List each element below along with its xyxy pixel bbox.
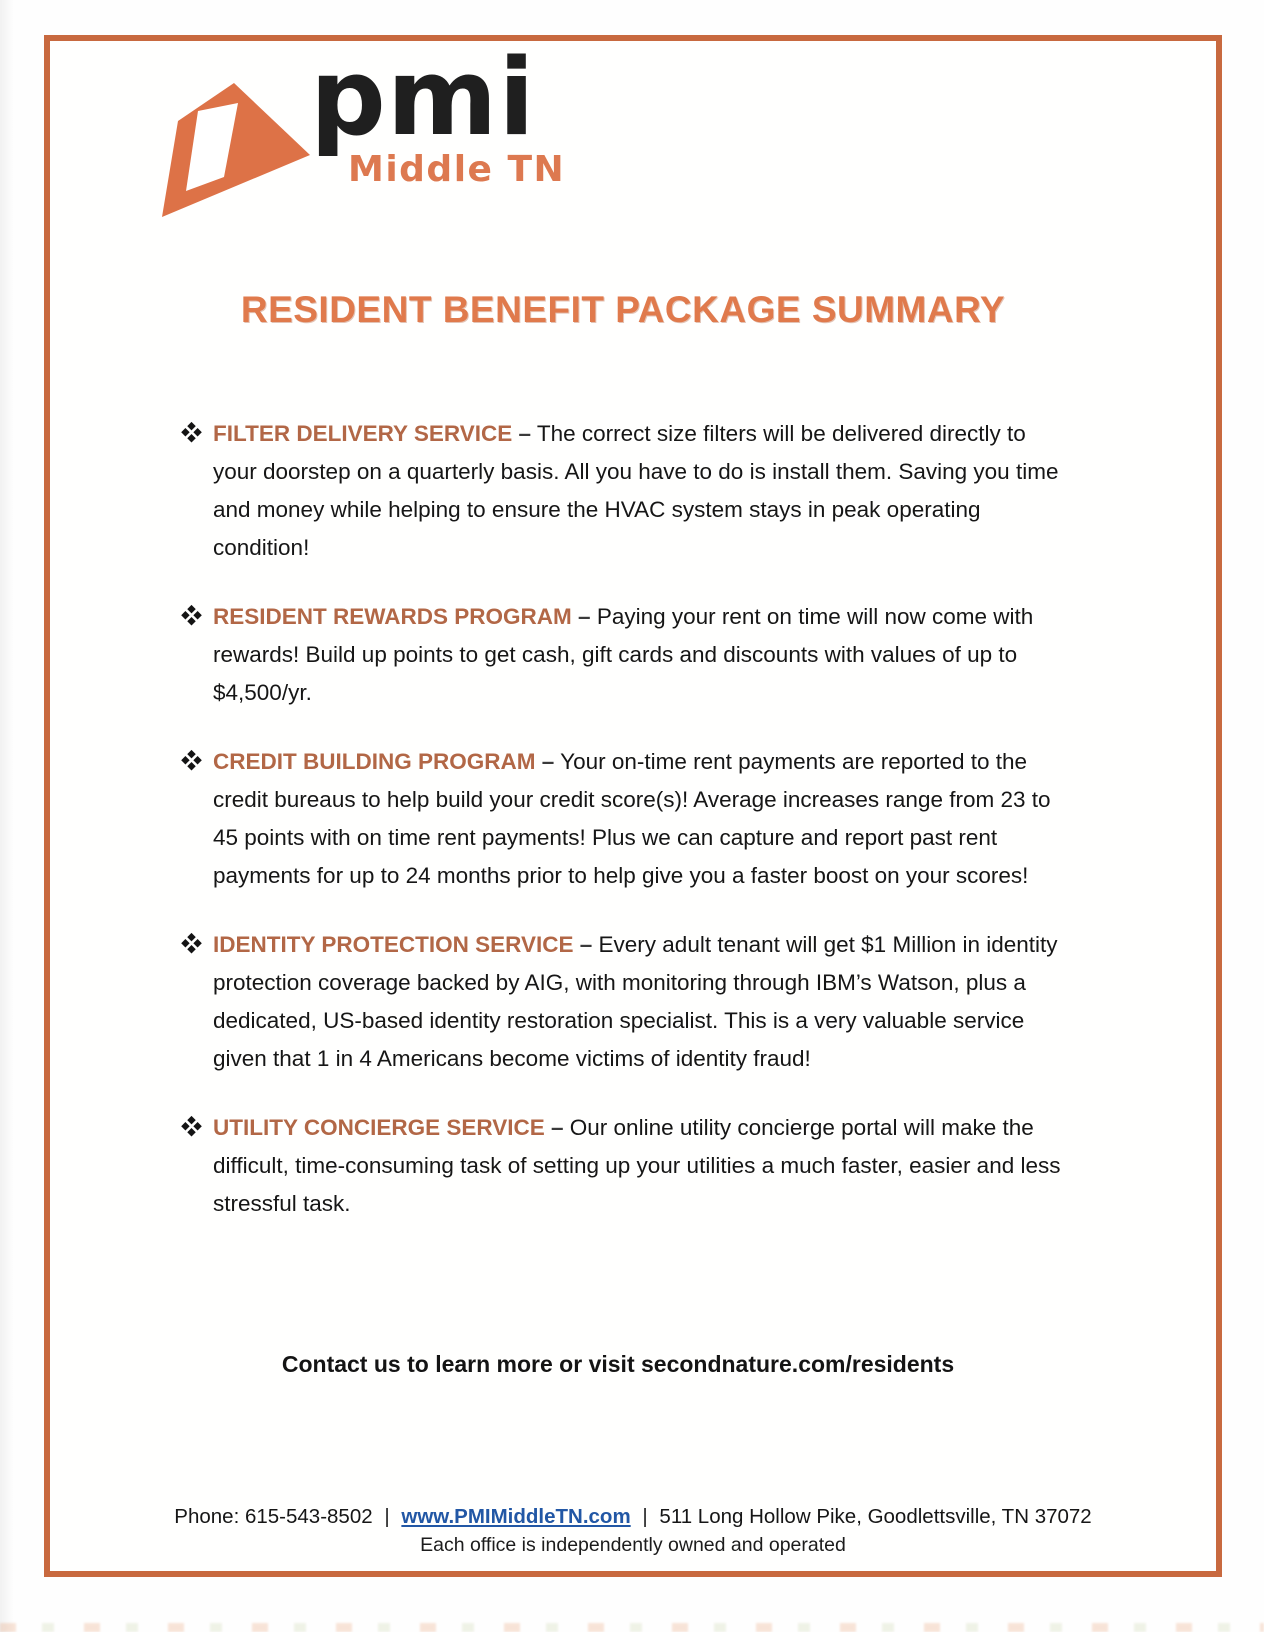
bullet-diamond-icon <box>181 1116 202 1137</box>
benefit-separator: – <box>518 421 532 446</box>
benefits-list <box>183 415 1071 1223</box>
benefit-item-filter-delivery <box>183 415 1071 567</box>
benefit-item-identity-protection <box>183 926 1071 1078</box>
benefit-heading: UTILITY CONCIERGE SERVICE <box>213 1115 545 1140</box>
footer-pipe-divider: | <box>642 1505 648 1528</box>
benefit-heading: CREDIT BUILDING PROGRAM <box>213 749 536 774</box>
pmi-logo-mark-icon <box>154 79 314 219</box>
benefit-heading: IDENTITY PROTECTION SERVICE <box>213 932 574 957</box>
page-title: RESIDENT BENEFIT PACKAGE SUMMARY <box>240 289 1006 330</box>
benefit-heading: FILTER DELIVERY SERVICE <box>213 421 513 446</box>
benefit-item-resident-rewards <box>183 598 1071 712</box>
logo-brand-text: pmi <box>310 36 536 159</box>
contact-line: Contact us to learn more or visit secondnature.com/residents <box>281 1351 955 1377</box>
benefit-body: Every adult tenant will get $1 Million in identity protection coverage backed by AIG, with monitoring through IBM’s Watson, plus a dedicated, US-based identity restoration specialist. This is a very valuable service given that 1 in 4 Americans become victims of identity fraud! <box>213 932 1058 1071</box>
logo-text-block <box>310 36 566 190</box>
bullet-diamond-icon <box>181 750 202 771</box>
benefit-separator: – <box>551 1115 564 1140</box>
benefit-separator: – <box>578 604 591 629</box>
bullet-diamond-icon <box>181 933 202 954</box>
footer-website-link[interactable]: www.PMIMiddleTN.com <box>401 1505 631 1528</box>
page-footer <box>50 1505 1216 1557</box>
footer-contact-line <box>50 1505 1216 1529</box>
benefit-body: The correct size filters will be delivered directly to your doorstep on a quarterly basis. All you have to do is install them. Saving you time and money while helping to ensure the HVAC system stays in peak operating condition! <box>213 421 1059 560</box>
benefit-body: Your on-time rent payments are reported to the credit bureaus to help build your credit score(s)! Average increases range from 23 to 45 points with on time rent payments! Plus we can capture and report past rent payments for up to 24 months prior to help give you a faster boost on your scores! <box>213 749 1051 888</box>
benefit-item-credit-building <box>183 743 1071 895</box>
logo-region-text: Middle TN <box>348 148 566 190</box>
pmi-logo <box>154 36 1216 225</box>
footer-pipe-divider: | <box>384 1505 390 1528</box>
benefit-heading: RESIDENT REWARDS PROGRAM <box>213 604 572 629</box>
scan-bleed-artifact <box>0 1623 1264 1632</box>
bullet-diamond-icon <box>181 605 202 626</box>
bullet-diamond-icon <box>181 422 202 443</box>
footer-address: 511 Long Hollow Pike, Goodlettsville, TN 37072 <box>659 1505 1092 1528</box>
benefit-item-utility-concierge <box>183 1109 1071 1223</box>
footer-disclaimer: Each office is independently owned and operated <box>420 1534 846 1556</box>
footer-phone: Phone: 615-543-8502 <box>174 1505 373 1528</box>
benefit-body: Our online utility concierge portal will make the difficult, time-consuming task of setting up your utilities a much faster, easier and less stressful task. <box>213 1115 1061 1216</box>
page-border-frame <box>44 35 1222 1577</box>
benefit-body: Paying your rent on time will now come with rewards! Build up points to get cash, gift cards and discounts with values of up to $4,500/yr. <box>213 604 1034 705</box>
benefit-separator: – <box>541 749 555 774</box>
benefit-separator: – <box>579 932 593 957</box>
